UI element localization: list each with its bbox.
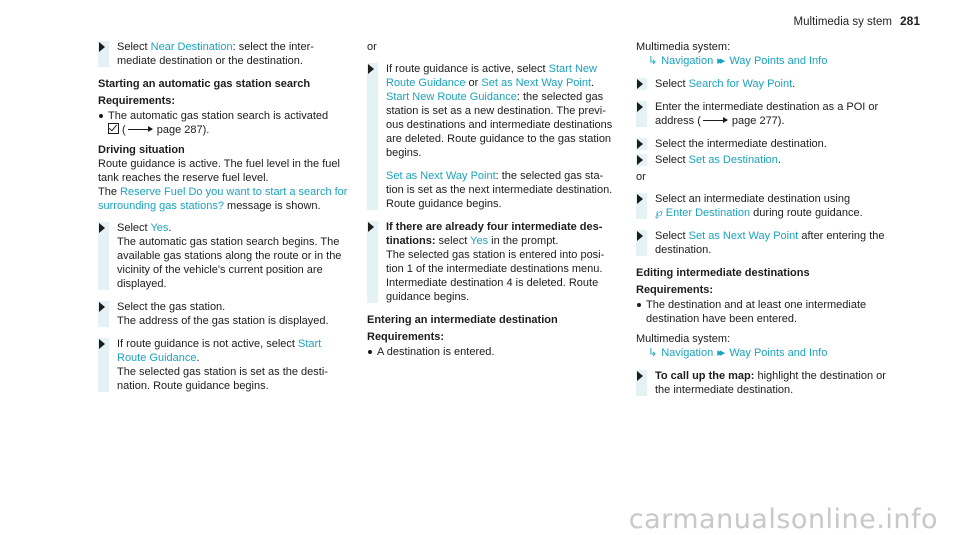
link-yes[interactable]: Yes [150,222,169,234]
step-arrow-icon [637,155,643,165]
step: Select Search for Way Point. [636,77,886,91]
section-heading: Editing intermediate destinations [636,267,810,279]
step: Select Set as Next Way Point after entering the destination. [636,229,886,257]
step-arrow-icon [637,371,643,381]
step: If route guidance is active, select Start New Route Guidance or Set as Next Way Point. Start New Route Guidance: the selected gas station is set as a new destination. The previous destinations and intermediate destinations are deleted. Route guidance to the gas station begins. Set as Next Way Point: the selected gas station is set as the next intermediate destination. Route guidance begins. [367,62,617,211]
column-3 [636,40,886,406]
step-arrow-icon [368,64,374,74]
menu-path [636,54,886,68]
link-set-as-next-way-point-3[interactable]: Set as Next Way Point [688,230,799,242]
step: Select Set as Destination. [636,153,886,167]
step-arrow-icon [637,231,643,241]
message-text: The Reserve Fuel Do you want to start a search for surrounding gas stations? message is shown. [98,186,348,212]
link-set-as-destination[interactable]: Set as Destination [688,154,778,166]
link-start-new-route-guidance[interactable]: Start New Route Guidance [386,63,597,89]
watermark: carmanualsonline.info [628,504,938,535]
step-arrow-icon [99,302,105,312]
step: Select the intermediate destination. [636,137,886,151]
page-number: 281 [899,14,920,28]
step: Select an intermediate destination using ℘ Enter Destination during route guidance. [636,192,886,220]
step: To call up the map: highlight the destination or the intermediate destination. [636,369,886,397]
reference-arrow-icon [128,129,152,130]
or-text: or [367,41,377,53]
reserve-fuel-message: Reserve Fuel Do you want to start a search for surrounding gas stations? [98,186,348,212]
step-arrow-icon [637,79,643,89]
checkbox-icon [108,123,119,134]
list-item: The destination and at least one intermediate destination have been entered. [636,298,886,326]
menu-navigation-2[interactable]: Navigation [661,347,714,359]
step-arrow-icon [637,194,643,204]
driving-situation-text: Route guidance is active. The fuel level in the fuel tank reaches the reserve fuel level. [98,158,340,184]
link-near-destination[interactable]: Near Destination [150,41,233,53]
multimedia-system-label: Multimedia system: [636,333,731,345]
step-arrow-icon [637,102,643,112]
double-chevron-icon: ▸▸ [717,55,723,67]
bullet-icon [99,114,103,118]
multimedia-system-label: Multimedia system: [636,41,731,53]
step [98,40,348,68]
list-item: A destination is entered. [367,345,617,359]
step-arrow-icon [99,223,105,233]
section-heading: Starting an automatic gas station search [98,78,311,90]
section-heading: Entering an intermediate destination [367,314,558,326]
search-key-icon: ℘ [655,207,663,219]
page-header [794,14,920,29]
step: Select Yes. The automatic gas station search begins. The available gas stations along the route or in the vicinity of the vehicle's current position are displayed. [98,221,348,291]
link-set-as-next-way-point[interactable]: Set as Next Way Point [481,77,592,89]
step: Enter the intermediate destination as a POI or address ( page 277). [636,100,886,128]
step-arrow-icon [368,222,374,232]
column-2 [367,40,617,365]
driving-situation-heading: Driving situation [98,144,185,156]
bullet-icon [637,303,641,307]
link-enter-destination[interactable]: Enter Destination [665,207,751,219]
step-arrow-icon [637,139,643,149]
requirements-label: Requirements: [98,95,176,107]
return-arrow-icon: ↳ [648,55,658,67]
menu-way-points-info-2[interactable]: Way Points and Info [729,347,828,359]
return-arrow-icon: ↳ [648,347,658,359]
link-start-new-route-guidance-2[interactable]: Start New Route Guidance [386,91,517,103]
reference-arrow-icon [703,120,727,121]
requirements-label: Requirements: [367,331,445,343]
link-search-for-way-point[interactable]: Search for Way Point [688,78,793,90]
or-text: or [636,171,646,183]
column-1 [98,40,348,402]
menu-way-points-info[interactable]: Way Points and Info [729,55,828,67]
list-item: The automatic gas station search is activated ( page 287). [98,109,348,137]
requirements-label: Requirements: [636,284,714,296]
double-chevron-icon: ▸▸ [717,347,723,359]
step: If there are already four intermediate destinations: select Yes in the prompt. The selected gas station is entered into position 1 of the intermediate destinations menu. Intermediate destination 4 is deleted. Route guidance begins. [367,220,617,304]
step: Select the gas station. The address of the gas station is displayed. [98,300,348,328]
section-title: Multimedia sy stem [793,16,892,28]
step-text: Select Near Destination: select the intermediate destination or the destination. [117,41,314,67]
menu-path [636,346,886,360]
menu-navigation[interactable]: Navigation [661,55,714,67]
link-yes-2[interactable]: Yes [470,235,489,247]
link-start-route-guidance[interactable]: Start Route Guidance [117,338,322,364]
step: If route guidance is not active, select Start Route Guidance. The selected gas station is set as the destination. Route guidance begins. [98,337,348,393]
bullet-icon [368,350,372,354]
step-arrow-icon [99,42,105,52]
step-arrow-icon [99,339,105,349]
link-set-as-next-way-point-2[interactable]: Set as Next Way Point [386,170,496,182]
